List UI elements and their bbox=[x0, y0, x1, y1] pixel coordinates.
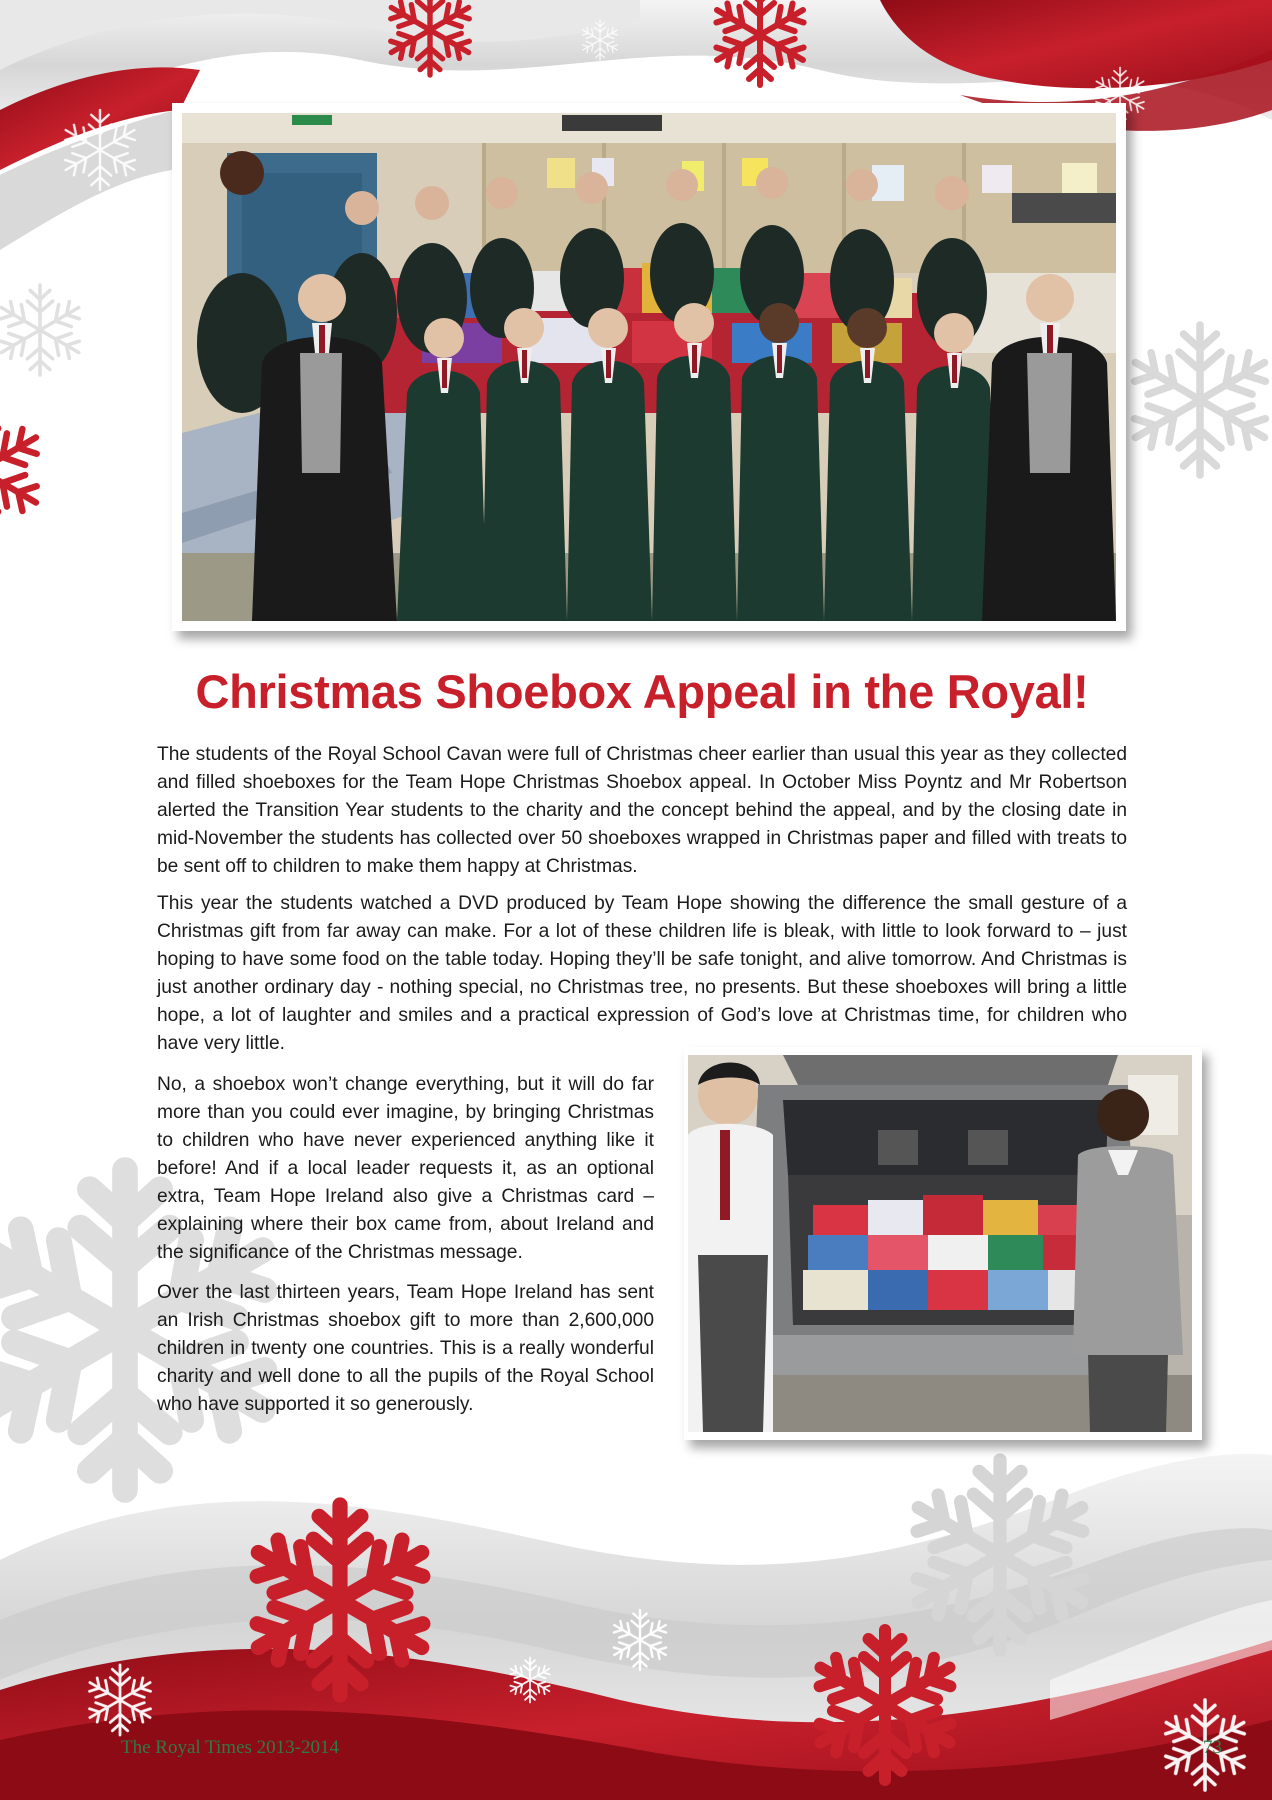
car-photo-illustration bbox=[688, 1055, 1192, 1432]
main-group-photo bbox=[172, 103, 1126, 631]
article-paragraph-3: No, a shoebox won’t change everything, but it will do far more than you could ever imagine, by bringing Christmas to children who have never experienced anything like it before! And if a local leader requests it, as an optional extra, Team Hope Ireland also give a Christmas card – explaining where their box came from, about Ireland and the significance of the Christmas message. bbox=[157, 1074, 654, 1263]
footer-publication-title: The Royal Times 2013-2014 bbox=[121, 1737, 339, 1758]
car-boot-photo bbox=[684, 1047, 1202, 1440]
article-paragraph-4: Over the last thirteen years, Team Hope Ireland has sent an Irish Christmas shoebox gift to more than 2,600,000 children in twenty one countries. This is a really wonderful charity and well done to all the pupils of the Royal School who have supported it so generously. bbox=[157, 1282, 654, 1415]
article-paragraph-1: The students of the Royal School Cavan were full of Christmas cheer earlier than usual this year as they collected and filled shoeboxes for the Team Hope Christmas Shoebox appeal. In October Miss Poyntz and Mr Robertson alerted the Transition Year students to the charity and the concept behind the appeal, and by the closing date in mid-November the students has collected over 50 shoeboxes wrapped in Christmas paper and filled with treats to be sent off to children to make them happy at Christmas. bbox=[157, 744, 1127, 877]
group-photo-illustration bbox=[182, 113, 1116, 621]
article-paragraph-2: This year the students watched a DVD produced by Team Hope showing the difference the small gesture of a Christmas gift from far away can make. For a lot of these children life is bleak, with little to look forward to – just hoping to have some food on the table today. Hoping they’ll be safe tonight, and alive tomorrow. And Christmas is just another ordinary day - nothing special, no Christmas tree, no presents. But these shoeboxes will bring a little hope, a lot of laughter and smiles and a practical expression of God’s love at Christmas time, for children who have very little. bbox=[157, 893, 1127, 1054]
article-title: Christmas Shoebox Appeal in the Royal! bbox=[195, 665, 1089, 718]
page-number: 73 bbox=[1203, 1737, 1222, 1758]
